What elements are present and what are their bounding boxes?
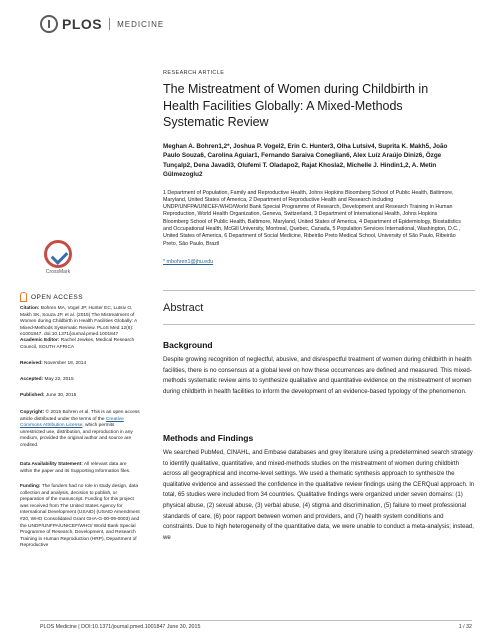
citation-text: Bohren MA, Vogel JP, Hunter EC, Lutsiv O, Makh SK, Souza JP, et al. (2015) The Mistreatment of Women during Childbirth in Health Facilities Globally: A Mixed-Methods Systematic Review. PLoS Med 12(6): e1001847. doi:10.1371/journal.pmed.1001847	[20, 306, 137, 338]
page-number: 1 / 32	[458, 624, 472, 630]
affiliations: 1 Department of Population, Family and Reproductive Health, Johns Hopkins Bloomberg School of Public Health, Baltimore, Maryland, United States of America, 2 Department of Reproductive Health and Research including UNDP/UNFPA/UNICEF/WHO/World Bank Special Programme of Research, Development and Research Training in Human Reproduction, World Health Organization, Geneva, Switzerland, 3 Department of International Health, Johns Hopkins Bloomberg School of Public Health, Baltimore, Maryland, United States of America, 4 Department of Epidemiology, Biostatistics and Occupational Health, McGill University, Montreal, Quebec, Canada, 5 Population Services International, Washington, D.C., United States of America, 6 Department of Social Medicine, Ribeirão Preto Medical School, University of São Paulo, Ribeirão Preto, São Paulo, Brazil	[163, 189, 461, 247]
left-sidebar	[20, 60, 145, 620]
copyright-text-post: , which permits unrestricted use, distribution, and reproduction in any medium, provided the original author and source are credited.	[20, 423, 133, 448]
funding-block	[20, 484, 140, 550]
article-header	[163, 70, 473, 265]
copyright-block	[20, 410, 140, 450]
journal-masthead	[40, 14, 164, 34]
copyright-label: Copyright:	[20, 410, 45, 415]
journal-name: MEDICINE	[117, 19, 165, 29]
abstract-heading: Abstract	[163, 302, 204, 314]
crossmark-label: CrossMark	[45, 269, 71, 275]
background-section	[163, 340, 475, 397]
data-availability-label: Data Availability Statement:	[20, 462, 83, 467]
crossmark-badge[interactable]	[28, 240, 88, 275]
funding-label: Funding:	[20, 484, 41, 489]
funding-text: The funders had no role in study design, data collection and analysis, decision to publish, or preparation of the manuscript. Funding for this project was received from The United States Agency for International Development (USAID) (USAID Amendment #20, WHO Consolidated Grant GHA-G-00-09-0003) and the UNDP/UNFPA/UNICEF/WHO/ World Bank Special Programme of Research, Development, and Research Training in Human Reproduction (HRP), Department of Reproductive	[20, 484, 140, 549]
crossmark-icon	[44, 240, 72, 268]
published-date: June 30, 2015	[45, 393, 77, 398]
editor-text: Rachel Jewkes, Medical Research Council, SOUTH AFRICA	[20, 338, 135, 350]
copyright-text-pre: © 2015 Bohren et al. This is an open access article distributed under the terms of the	[20, 410, 140, 422]
data-availability-text: All relevant data are within the paper and its Supporting Information files.	[20, 462, 131, 474]
corresponding-email	[163, 259, 473, 265]
received-block	[20, 361, 140, 368]
open-lock-icon	[20, 292, 27, 302]
cc-license-link[interactable]: Creative Commons Attribution License	[20, 416, 124, 429]
accepted-date: May 22, 2015	[44, 377, 74, 382]
published-label: Published:	[20, 393, 45, 398]
citation-block	[20, 306, 140, 339]
methods-text: We searched PubMed, CINAHL, and Embase databases and grey literature using a predetermined search strategy to identify qualitative, quantitative, and mixed-methods studies on the mistreatment of women during childbirth across all geographical and income-level settings. We used a thematic synthesis approach to synthesize the qualitative evidence and assessed the confidence in the qualitative review findings using the CERQual approach. In total, 65 studies were included from 34 countries. Qualitative findings were organized under seven domains: (1) physical abuse, (2) sexual abuse, (3) verbal abuse, (4) stigma and discrimination, (5) failure to meet professional standards of care, (6) poor rapport between women and providers, and (7) health system conditions and constraints. Due to high heterogeneity of the quantitative data, we were unable to conduct a meta-analysis; instead, we	[163, 449, 475, 541]
background-text: Despite growing recognition of neglectful, abusive, and disrespectful treatment of women during childbirth in health facilities, there is no consensus at a global level on how these occurrences are defined and measured. This mixed-methods systematic review aims to synthesize qualitative and quantitative evidence on the mistreatment of women during childbirth in health facilities to inform the development of an evidence-based typology of the phenomenon.	[163, 356, 472, 395]
plos-logo-icon	[40, 15, 58, 33]
received-date: November 18, 2014	[44, 361, 87, 366]
editor-block	[20, 338, 140, 351]
data-availability-block	[20, 462, 140, 475]
article-type-label: RESEARCH ARTICLE	[163, 70, 225, 76]
footer-citation: PLOS Medicine | DOI:10.1371/journal.pmed.1001847 June 30, 2015	[40, 624, 201, 630]
section-divider-top	[163, 290, 475, 291]
published-block	[20, 393, 140, 400]
open-access-label: OPEN ACCESS	[31, 293, 84, 301]
methods-heading: Methods and Findings	[163, 433, 254, 443]
corresponding-email-link[interactable]: * mbohren1@jhu.edu	[163, 258, 214, 265]
background-heading: Background	[163, 340, 213, 350]
citation-label: Citation:	[20, 306, 40, 311]
masthead-divider	[109, 18, 110, 30]
footer-divider	[40, 620, 472, 621]
methods-section	[163, 433, 475, 543]
author-list: Meghan A. Bohren1,2*, Joshua P. Vogel2, Erin C. Hunter3, Olha Lutsiv4, Suprita K. Makh5, João Paulo Souza6, Carolina Aguiar1, Fernando Saraiva Coneglian6, Alex Luíz Araújo Diniz6, Özge Tunçalp2, Dena Javadi3, Olufemi T. Oladapo2, Rajat Khosla2, Michelle J. Hindin1,2, A. Metin Gülmezoglu2	[163, 142, 448, 178]
brand-name: PLOS	[62, 16, 103, 32]
article-title: The Mistreatment of Women during Childbirth in Health Facilities Globally: A Mixed-Methods Systematic Review	[163, 82, 429, 129]
accepted-block	[20, 377, 140, 384]
received-label: Received:	[20, 361, 43, 366]
accepted-label: Accepted:	[20, 377, 44, 382]
open-access-badge	[20, 292, 83, 302]
section-divider-abstract	[163, 324, 475, 325]
editor-label: Academic Editor:	[20, 338, 60, 343]
